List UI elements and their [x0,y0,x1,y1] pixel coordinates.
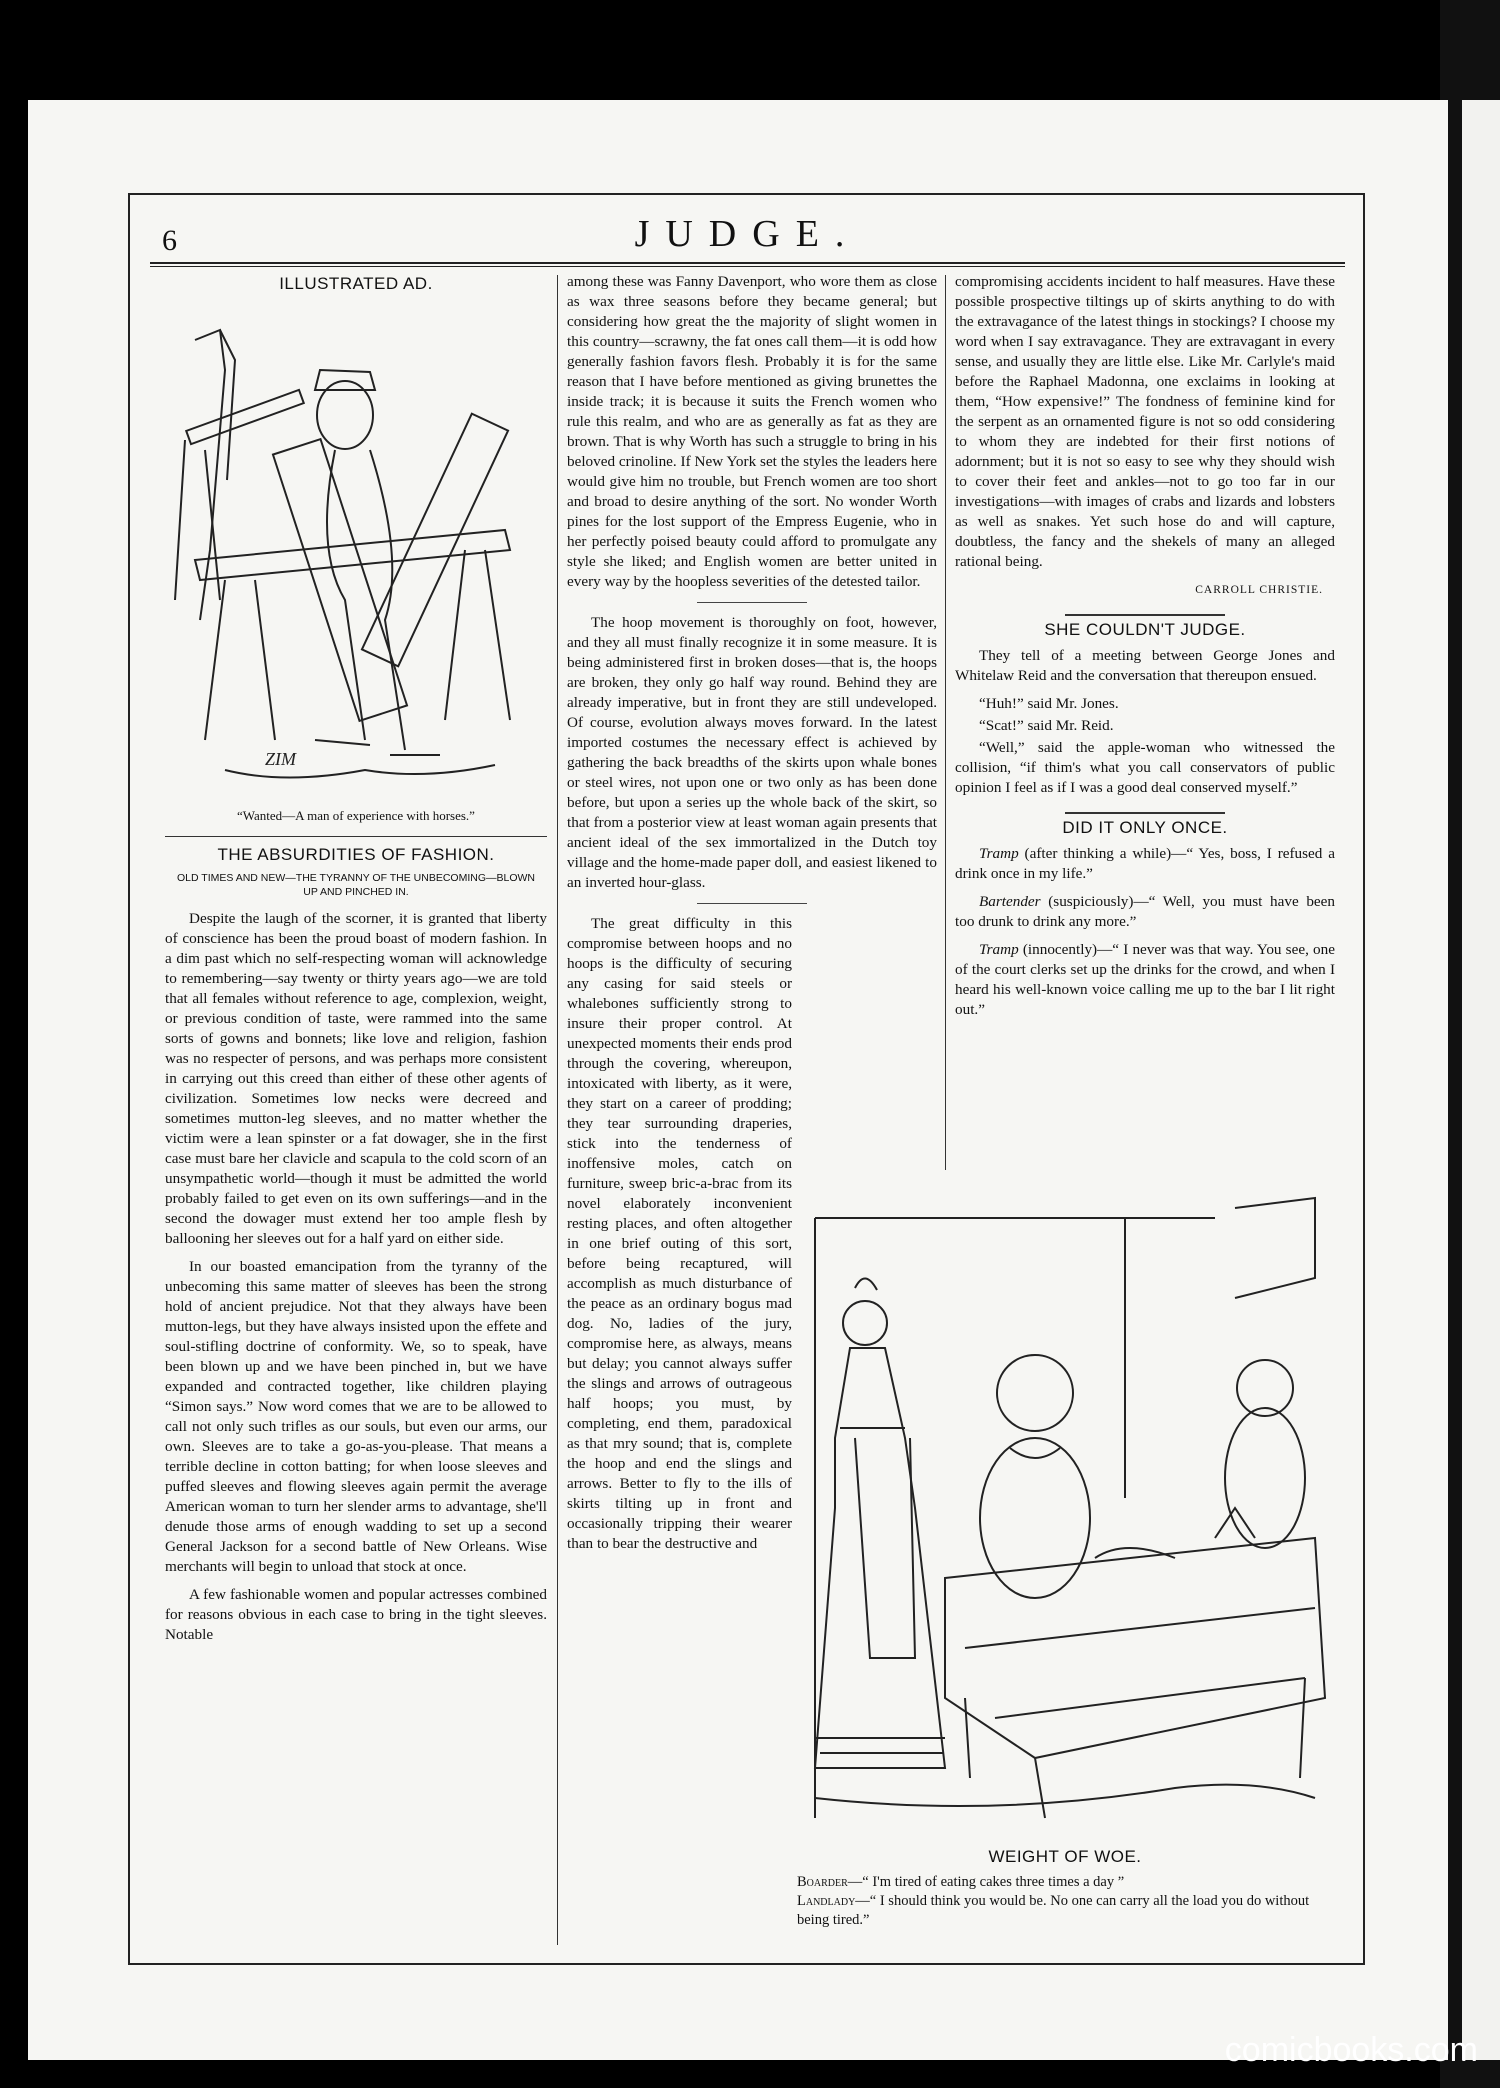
illustrated-ad-title: ILLUSTRATED AD. [279,274,433,293]
couldnt-judge-paragraph-2: “Huh!” said Mr. Jones. [979,695,1119,712]
facing-page-edge [1462,100,1500,2060]
artist-signature: ZIM [265,749,296,769]
couldnt-judge-paragraph-4: “Well,” said the apple-woman who witnessed the collision, “if thim's what you call conservators of public opinion I feel as if I was a good deal conserved myself.” [955,739,1335,796]
column-rule-1 [557,275,558,1945]
only-once-line-2-text: (suspiciously)—“ Well, you must have been too drunk to drink any more.” [955,893,1335,930]
divider [165,836,547,837]
fashion-subtitle: OLD TIMES AND NEW—THE TYRANNY OF THE UNBECOMING—BLOWN UP AND PINCHED IN. [176,872,535,898]
divider [1065,614,1225,616]
only-once-line-1-text: (after thinking a while)—“ Yes, boss, I refused a drink once in my life.” [955,845,1335,882]
header-rule [150,262,1345,267]
weight-of-woe-title: WEIGHT OF WOE. [988,1847,1142,1866]
weight-of-woe-cartoon [795,1178,1335,1838]
divider [697,602,807,603]
column-3 [955,272,1335,1028]
only-once-line-3 [955,940,1335,1020]
boarder-line: —“ I'm tired of eating cakes three times a day ” [847,1874,1125,1890]
fashion-paragraph-5: The hoop movement is thoroughly on foot, however, and they all must finally recognize it in some measure. It is being administered first in broken doses—that is, the hoops are broken, they only go half way round. Behind they are already imperative, but in front they are still undeveloped. Of course, evolution always moves forward. In the latest imported costumes the necessary effect is achieved by gathering the back breadths of the skirts upon whale bones or steel wires, not upon one or two only as has been done before, but upon a series up the whole back of the skirt, so that from a posterior view at least woman again presents that ancient ideal of the sex immortalized in the Dutch toy village and the home-made paper doll, and easiest likened to an inverted hour-glass. [567,614,937,891]
speaker-tramp: Tramp [979,845,1019,862]
boarder-label: Boarder [797,1874,848,1890]
weight-of-woe-boarder [797,1873,1335,1892]
fashion-paragraph-7: compromising accidents incident to half measures. Have these possible prospective tiltings up of skirts anything to do with the extravagance of the latest things in stockings? I choose my word when I say extravagance. They are extravagant in every sense, and usually they are little else. Like Mr. Carlyle's maid before the Raphael Madonna, one exclaims in looking at them, “How expensive!” The fondness of feminine kind for the serpent as an ornamented figure is not so odd considering to whom they are indebted for their first notions of adornment; but it is not so easy to see why they should wish to cover their feet and ankles—not to go too far in our investigations—with images of crabs and lizards and lobsters as well as snakes. Yet such hose do and will capture, doubtless, the fancy and the shekels of many an alleged rational being. [955,273,1335,570]
only-once-line-2 [955,892,1335,932]
fashion-paragraph-4: among these was Fanny Davenport, who wore them as close as wax three seasons before they became general; but considering how great the the majority of slight women in this country—scrawny, the fat ones call them—it is odd how generally fashion favors flesh. Probably it is for the same reason that I have before mentioned as giving brunettes the inside track; it is because it suits the French women who rule this realm, and who are as generally as fat as they are brown. That is why Worth has such a struggle to bring in his beloved crinoline. If New York set the styles the leaders here would give him no trouble, but French women are too short and broad to desire anything of the sort. No wonder Worth pines for the lost support of the Empress Eugenie, who in her perfectly poised beauty could afford to promulgate any style she liked; and English women are better united in every way by the hoopless severities of the detested tailor. [567,273,937,590]
fashion-paragraph-1: Despite the laugh of the scorner, it is granted that liberty of conscience has been the proud boast of modern fashion. In a dim past which no self-respecting woman will acknowledge to remembering—say twenty or thirty years ago—we are told that all females without reference to age, complexion, weight, or previous condition of taste, were rammed into the same sorts of gowns and bonnets; like love and religion, fashion was no respecter of persons, and was perhaps more consistent in carrying out this creed than either of these other agents of civilization. Sometimes low necks were decreed and sometimes mutton-leg sleeves, and no matter whether the victim were a lean spinster or a fat dowager, she in the first case must bare her clavicle and scapula to the cold scorn of an unsympathetic world—though it must be admitted the world probably failed to get even on its own sufferings—and in the second the dowager must extend her too ample flesh by ballooning her sleeves out for a half yard on either side. [165,910,547,1247]
fashion-paragraph-2: In our boasted emancipation from the tyranny of the unbecoming this same matter of sleeves has been the strong hold of ancient prejudice. Not that they always have been mutton-legs, but they have always insisted upon the effete and soul-stifling doctrine of conformity. We, so to speak, have been blown up and we have been pinched in, but we have expanded and contracted together, like children playing “Simon says.” Now word comes that we are to be allowed to call not only such trifles as our souls, but even our arms, our own. Sleeves are to take a go-as-you-please. That means a terrible decline in cotton batting; for when loose sleeves and puffed sleeves and flowing sleeves again permit the average American woman to turn her slender arms to advantage, she'll denude those arms of enough wadding to set up a second General Jackson for a second battle of New Orleans. Wise merchants will begin to unload that stock at once. [165,1258,547,1575]
only-once-line-1 [955,844,1335,884]
page-header [150,208,1345,258]
divider [1065,812,1225,814]
page-number: 6 [162,224,177,257]
illustrated-ad-cartoon [165,300,547,800]
column-1 [165,270,547,1653]
fashion-title: THE ABSURDITIES OF FASHION. [217,845,495,864]
illustrated-ad-caption: “Wanted—A man of experience with horses.” [237,808,475,823]
only-once-title: DID IT ONLY ONCE. [1062,818,1228,837]
landlady-line: —“ I should think you would be. No one can carry all the load you do without being tired.” [797,1893,1310,1928]
column-rule-2 [945,275,946,1170]
speaker-bartender: Bartender [979,893,1041,910]
fashion-paragraph-6: The great difficulty in this compromise between hoops and no hoops is the difficulty of securing any casing for said steels or whalebones sufficiently strong to insure their proper control. At unexpected moments their ends prod through the covering, whereupon, intoxicated with liberty, as it were, they start on a career of prodding; they tear surrounding draperies, stick into the tenderness of inoffensive moles, catch on furniture, sweep bric-a-brac from its novel elaborately inconvenient resting places, and often altogether in one brief outing of this sort, before being recaptured, will accomplish as much disturbance of the peace as an ordinary bogus mad dog. No, ladies of the jury, compromise here, as always, means but delay; you cannot always suffer the slings and arrows of outrageous half hoops; you must, by completing, end them, paradoxical as that mry sound; that is, complete the hoop and end the slings and arrows. Better to fly to the ills of skirts tilting up in front and occasionally tripping their wearer than to bear the destructive and [567,915,792,1552]
divider [697,903,807,904]
speaker-tramp: Tramp [979,941,1019,958]
watermark: comicbooks.com [1224,2031,1478,2069]
couldnt-judge-paragraph-1: They tell of a meeting between George Jones and Whitelaw Reid and the conversation that thereupon ensued. [955,647,1335,684]
landlady-label: Landlady [797,1893,856,1909]
couldnt-judge-paragraph-3: “Scat!” said Mr. Reid. [979,717,1114,734]
weight-of-woe-landlady [797,1892,1335,1930]
fashion-signature: CARROLL CHRISTIE. [1195,584,1323,596]
couldnt-judge-title: SHE COULDN'T JUDGE. [1044,620,1246,639]
masthead: JUDGE. [634,213,861,255]
only-once-line-3-text: (innocently)—“ I never was that way. You see, one of the court clerks set up the drinks for the crowd, and when I heard his well-known voice calling me up to the bar I lit right out.” [955,941,1335,1018]
weight-of-woe-panel [795,1178,1335,1928]
fashion-paragraph-3: A few fashionable women and popular actresses combined for reasons obvious in each case to bring in the tight sleeves. Notable [165,1586,547,1643]
